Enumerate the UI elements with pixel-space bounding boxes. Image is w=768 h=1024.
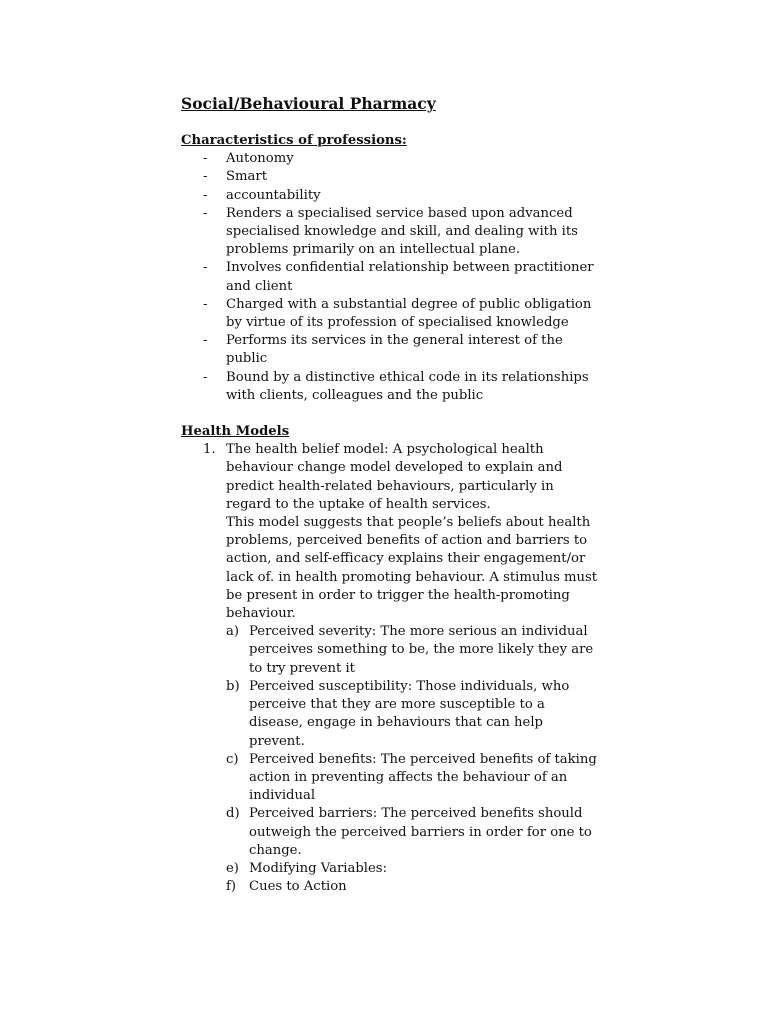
letter-marker: b) <box>226 678 240 694</box>
list-item-text: Bound by a distinctive ethical code in its relationships with clients, colleagues and the public <box>226 369 589 403</box>
number-marker: 1. <box>203 442 216 458</box>
list-item-text: Perceived benefits: The perceived benefits of taking action in preventing affects the behaviour of an individual <box>249 751 597 804</box>
document-title: Social/Behavioural Pharmacy <box>181 94 436 113</box>
dash-marker: - <box>203 260 208 276</box>
letter-marker: c) <box>226 751 239 767</box>
letter-marker: a) <box>226 624 240 640</box>
dash-marker: - <box>203 369 208 385</box>
list-item-text: Cues to Action <box>249 879 347 895</box>
model-factors-list <box>226 623 601 896</box>
list-item <box>226 751 601 806</box>
list-item-text: Charged with a substantial degree of public obligation by virtue of its profession of specialised knowledge <box>226 296 592 331</box>
list-item <box>181 150 601 168</box>
letter-marker: e) <box>226 860 239 876</box>
list-item <box>181 332 601 368</box>
list-item-text: Perceived severity: The more serious an individual perceives something to be, the more likely they are to try prevent it <box>249 624 594 676</box>
letter-marker: d) <box>226 806 240 822</box>
dash-marker: - <box>203 187 208 203</box>
model-intro: The health belief model: A psychological health behaviour change model developed to explain and predict health-related behaviours, particularly in regard to the uptake of health services. <box>226 442 563 512</box>
list-item <box>181 187 601 205</box>
model-body: This model suggests that people’s beliefs about health problems, perceived benefits of action and barriers to action, and self-efficacy explains their engagement/or lack of. in health promoting behaviour. A stimulus must be present in order to trigger the health-promoting behaviour. <box>226 515 598 622</box>
list-item-text: Smart <box>226 169 268 185</box>
list-item-text: Perceived susceptibility: Those individuals, who perceive that they are more susceptible to a disease, engage in behaviours that can help prevent. <box>249 678 570 749</box>
list-item-text: Autonomy <box>226 151 294 167</box>
list-item <box>226 623 601 678</box>
dash-marker: - <box>203 296 208 312</box>
dash-marker: - <box>203 333 208 349</box>
list-item-text: accountability <box>226 187 321 203</box>
list-item <box>181 168 601 186</box>
list-item-text: Involves confidential relationship between practitioner and client <box>226 260 594 294</box>
characteristics-list <box>181 150 601 405</box>
list-item <box>226 878 601 896</box>
list-item <box>181 369 601 405</box>
list-item <box>226 678 601 751</box>
list-item <box>181 259 601 295</box>
section-spacer <box>181 405 601 423</box>
letter-marker: f) <box>226 879 237 895</box>
list-item-text: Perceived barriers: The perceived benefits should outweigh the perceived barriers in order for one to change. <box>249 806 592 858</box>
health-models-list <box>181 441 601 896</box>
list-item <box>181 205 601 260</box>
health-model-item <box>181 441 601 896</box>
list-item <box>181 296 601 332</box>
dash-marker: - <box>203 169 208 185</box>
list-item-text: Performs its services in the general interest of the public <box>226 333 563 367</box>
document-page <box>181 94 601 896</box>
dash-marker: - <box>203 205 208 221</box>
dash-marker: - <box>203 151 208 167</box>
list-item-text: Modifying Variables: <box>249 860 388 876</box>
list-item <box>226 805 601 860</box>
list-item-text: Renders a specialised service based upon advanced specialised knowledge and skill, and dealing with its problems primarily on an intellectual plane. <box>226 205 578 258</box>
health-models-heading: Health Models <box>181 424 290 440</box>
list-item <box>226 860 601 878</box>
characteristics-heading: Characteristics of professions: <box>181 133 407 148</box>
